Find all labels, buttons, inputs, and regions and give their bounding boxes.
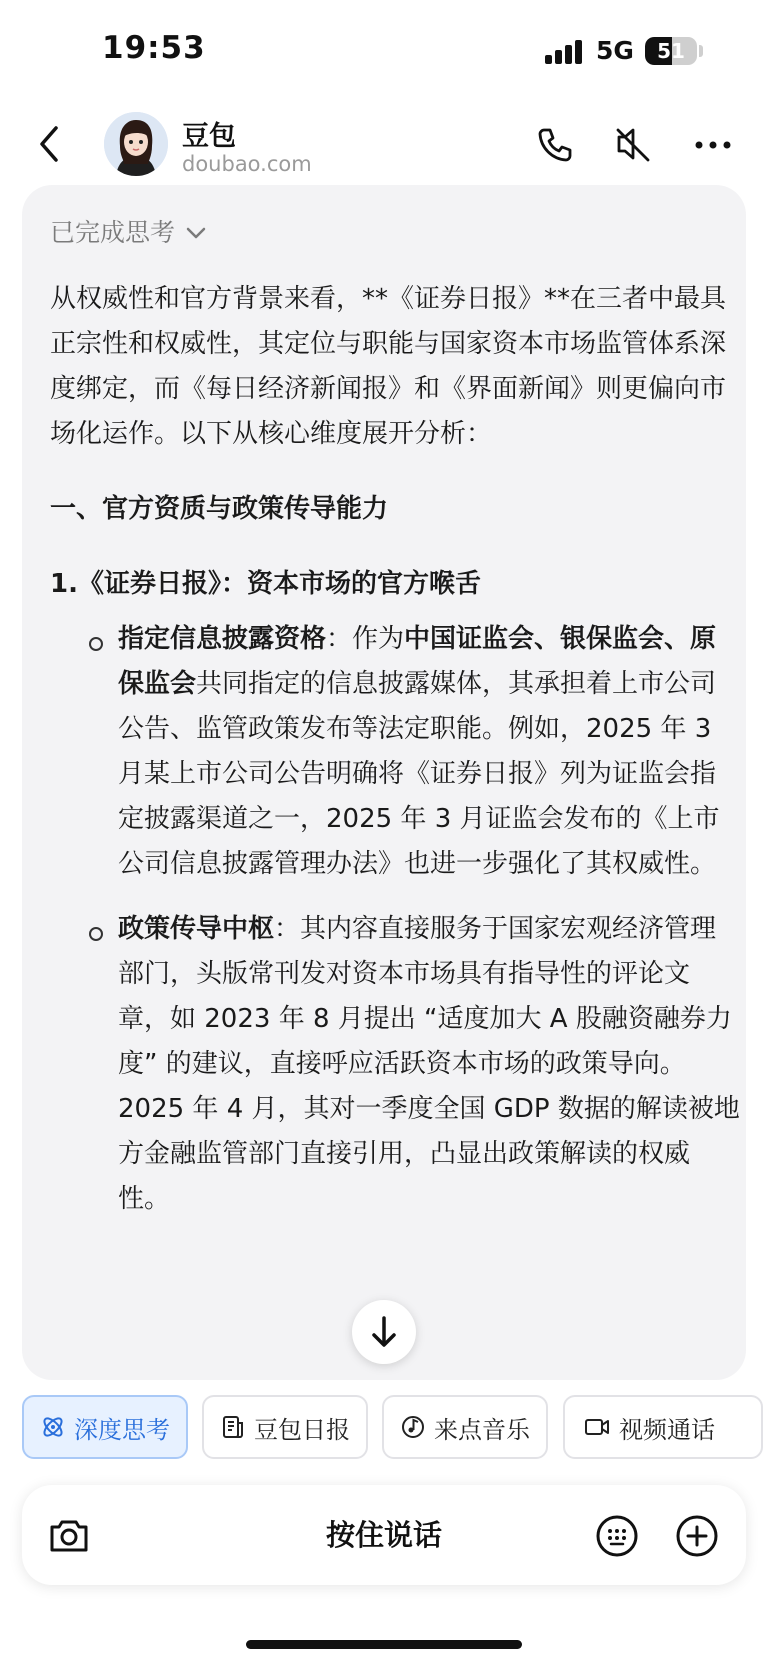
bullet-sep: ： — [274, 914, 301, 944]
thinking-toggle[interactable] — [50, 213, 207, 249]
battery-icon — [645, 37, 697, 65]
more-icon[interactable] — [692, 124, 734, 166]
sub-heading: 1.《证券日报》：资本市场的官方喉舌 — [50, 569, 481, 599]
status-time: 19:53 — [102, 30, 206, 66]
thinking-label: 已完成思考 — [50, 218, 176, 247]
plus-icon[interactable] — [674, 1513, 720, 1559]
bullet-label: 政策传导中枢 — [118, 914, 275, 944]
back-arrow-icon[interactable] — [30, 122, 70, 166]
newspaper-icon — [220, 1414, 246, 1440]
phone-icon[interactable] — [534, 124, 576, 166]
signal-icon — [545, 38, 585, 64]
arrow-down-icon — [352, 1300, 416, 1364]
bullet-sep: ：作为 — [326, 624, 405, 654]
section-heading: 一、官方资质与政策传导能力 — [50, 494, 389, 524]
assistant-message-card — [22, 185, 746, 1380]
chip-label: 深度思考 — [74, 1415, 170, 1444]
status-bar — [0, 0, 768, 100]
music-icon — [400, 1414, 426, 1440]
hold-to-talk-button[interactable]: 按住说话 — [325, 1518, 442, 1552]
bullet-text: 共同指定的信息披露媒体，其承担着上市公司公告、监管政策发布等法定职能。例如，2025 年 3 月某上市公司公告明确将《证券日报》列为证监会指定披露渠道之一，2025 年 3 月证监会发布的《上市公司信息披露管理办法》也进一步强化了其权威性。 — [118, 669, 720, 879]
chat-header — [0, 100, 768, 188]
battery-nub — [699, 45, 703, 57]
keyboard-icon[interactable] — [594, 1513, 640, 1559]
intro-paragraph: 从权威性和官方背景来看，**《证券日报》**在三者中最具正宗性和权威性，其定位与职能与国家资本市场监管体系深度绑定，而《每日经济新闻报》和《界面新闻》则更偏向市场化运作。以下从核心维度展开分析： — [50, 284, 727, 449]
video-icon — [583, 1414, 611, 1440]
input-bar — [22, 1485, 746, 1585]
chip-video-call[interactable] — [563, 1395, 763, 1459]
scroll-to-bottom-button[interactable] — [352, 1300, 416, 1364]
chevron-down-icon — [185, 217, 207, 246]
chip-label: 视频通话 — [619, 1415, 715, 1444]
bullet-text: 其内容直接服务于国家宏观经济管理部门，头版常刊发对资本市场具有指导性的评论文章，如 2023 年 8 月提出 “适度加大 A 股融资融券力度” 的建议，直接呼应活跃资本市场的政策导向。2025 年 4 月，其对一季度全国 GDP 数据的解读被地方金融监管部门直接引用，凸显出政策解读的权威性。 — [118, 914, 740, 1214]
bullet-label: 指定信息披露资格 — [118, 624, 327, 654]
atom-icon — [40, 1414, 66, 1440]
message-body — [50, 277, 740, 1222]
bullet-item — [50, 907, 740, 1222]
bullet-bold-entities: 中国证监会、银保监会、原保监会 — [118, 624, 717, 699]
chip-daily-report[interactable] — [202, 1395, 368, 1459]
home-indicator — [246, 1640, 522, 1649]
battery-level: 51 — [657, 39, 685, 63]
bullet-item — [50, 617, 740, 887]
chat-title: 豆包 — [182, 121, 236, 152]
network-type: 5G — [596, 36, 634, 65]
speaker-muted-icon[interactable] — [612, 124, 654, 166]
chip-label: 豆包日报 — [254, 1415, 350, 1444]
avatar[interactable] — [104, 112, 168, 176]
chip-deep-thinking[interactable] — [22, 1395, 188, 1459]
quick-action-chips — [22, 1395, 768, 1461]
chip-label: 来点音乐 — [434, 1415, 530, 1444]
chip-music[interactable] — [382, 1395, 548, 1459]
chat-subtitle: doubao.com — [182, 152, 312, 176]
